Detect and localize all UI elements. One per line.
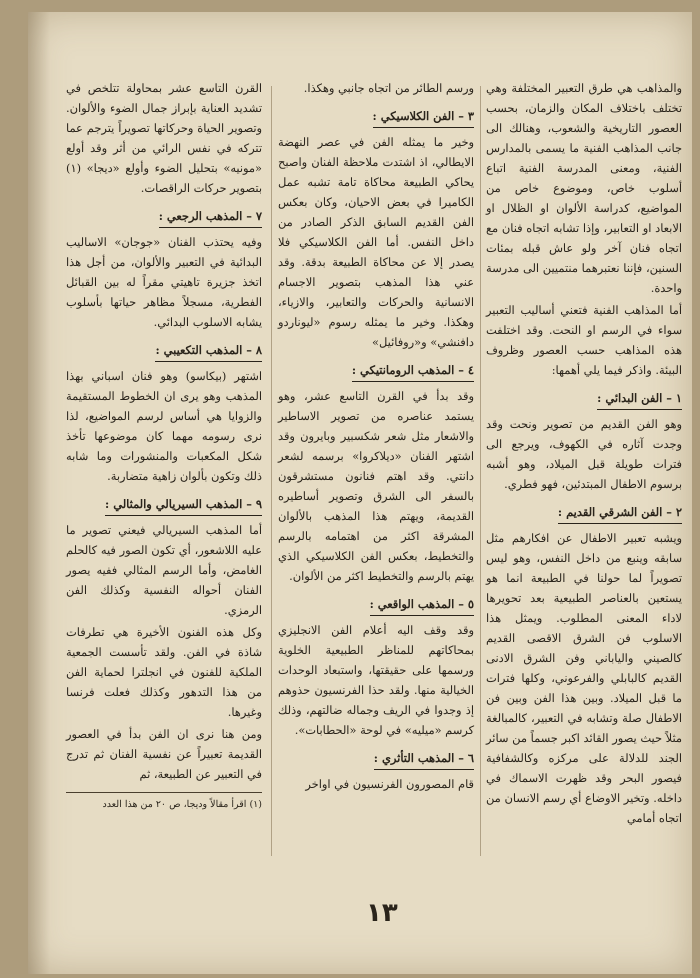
paragraph: وخير ما يمثله الفن في عصر النهضة الايطالي، اذ اشتدت ملاحظة الفنان واصبح يحاكي الطبيعة محاكاة تامة تشبه عمل الكاميرا في بعض الاحيان، وكان بعكس الفن القديم السابق الذكر الصادر من داخل النفس. أما الفن الكلاسيكي فلا يصدر إلا عن محاكاة الطبيعة بدقة. وقد عني هذا المذهب بتصوير الاجسام الانسانية والحركات والتعابير، والازياء، وهكذا. وخير ما يمثله رسوم «ليوناردو دافنشي» و«روفائيل»: [278, 135, 474, 349]
right-column: [486, 78, 682, 830]
section-heading: ٢ – الفن الشرقي القديم :: [558, 502, 682, 524]
section-heading: ١ – الفن البدائي :: [597, 388, 682, 410]
section-heading: ٤ – المذهب الرومانتيكي :: [352, 360, 474, 382]
paragraph: اشتهر (بيكاسو) وهو فنان اسباني بهذا المذهب وهو يرى ان الخطوط المستقيمة والزوايا هي أساس لرسم المواضيع، لذا نرى رسومه مهما كان موضوعها تأخذ شكل المكعبات والمنشورات وما شابه ذلك وتكون بألوان زاهية متضاربة.: [66, 369, 262, 483]
middle-column: [278, 78, 474, 796]
paragraph: وفيه يحتذب الفنان «جوجان» الاساليب البدائية في التعبير والألوان، من أجل هذا اتخذ جزيرة تاهيتي مقراً له بين القبائل الفطرية، مسجلاً مظاهر حياتها بأسلوب يشابه الاسلوب البدائي.: [66, 235, 262, 329]
paragraph: قام المصورون الفرنسيون في اواخر: [305, 777, 474, 791]
section-heading: ٧ – المذهب الرجعي :: [159, 206, 262, 228]
section-heading: ٣ – الفن الكلاسيكي :: [373, 106, 474, 128]
column-divider: [480, 86, 481, 856]
paragraph: ويشبه تعبير الاطفال عن افكارهم مثل سابقه وينبع من داخل النفس، وهو ليس تصويراً لما حولنا في الطبيعة انما هو يستعين بالعناصر الطبيعية بعد تحويرها لاداء المعنى المطلوب. ويمثل هذا الاسلوب فن الشرق الاقصى القديم كالصيني والياباني وفن الشرق الادنى القديم كالبابلي والفرعوني، وكلها فترات ما قبل الميلاد. وبين هذا الفن وبين فن الاطفال صلة وتشابه في التعبير، كالمبالغة مثلاً حيث يصور القائد اكبر جسماً من سائر الجند للدلالة على مركزه وكالشفافية فيصور البحر وقد ظهرت الاسماك في داخله. وتخير الاوضاع أي رسم الانسان من اتجاه أمامي: [486, 531, 682, 825]
magazine-page: [28, 12, 692, 974]
paragraph: وقد بدأ في القرن التاسع عشر، وهو يستمد عناصره من تصوير الاساطير والاشعار مثل شعر شكسبير وبايرون وقد اشتهر الفنان «ديلاكروا» برسمه لشعر دانتي. وقد اهتم فنانون مستشرقون بالسفر الى الشرق وتصوير أساطيره القديمة، ويهتم هذا المذهب بالألوان المشرقة اكثر من اهتمامه بالرسم والتخطيط، بعكس الفن الكلاسيكي الذي يهتم بالرسم والتخطيط اكثر من الألوان.: [278, 389, 474, 583]
page-number: ١٣: [366, 898, 398, 928]
section-heading: ٥ – المذهب الواقعي :: [370, 594, 474, 616]
paragraph: ورسم الطائر من اتجاه جانبي وهكذا.: [303, 81, 474, 95]
footnote: (١) اقرأ مقالاً وديجا، ص ٢٠ من هذا العدد: [102, 799, 262, 810]
paragraph: أما المذهب السيريالي فيعني تصوير ما عليه اللاشعور، أي تكون الصور فيه كالحلم الغامض، وأما الرسم المثالي ففيه يصور الفنان أحواله النفسية وكذلك الفن الرمزي.: [66, 523, 262, 617]
paragraph: وكل هذه الفنون الأخيرة هي تطرفات شاذة في الفن. ولقد تأسست الجمعية الملكية للفنون في انجلترا لحماية الفن من هذا التدهور وكذلك فعلت فرنسا وغيرها.: [66, 625, 262, 719]
paragraph: وهو الفن القديم من تصوير ونحت وقد وجدت آثاره في الكهوف، ويرجع الى فترات طويلة قبل الميلاد، وهو أشبه برسوم الاطفال المبتدئين، فهو فطري.: [486, 417, 682, 491]
paragraph: والمذاهب هي طرق التعبير المختلفة وهي تختلف باختلاف المكان والزمان، بحسب العصور التاريخية والشعوب، وهنالك الى جانب المذاهب الفنية ما يسمى بالمدارس الفنية، ومعنى المدرسة الفنية اتباع أسلوب خاص، وموضوع خاص من المواضيع، كدراسة الألوان او الظلال او الابعاد او التعابير، وإذا تشابه اتجاه فنان مع اتجاه فنان آخر ولو عاش قبله بمئات السنين، فإننا نعتبرهما منتميين الى مدرسة واحدة.: [486, 81, 682, 295]
section-heading: ٨ – المذهب التكعيبي :: [155, 340, 262, 362]
paragraph: وقد وقف اليه أعلام الفن الانجليزي بمحاكاتهم للمناظر الطبيعية الخلوية ورسمها على حقيقتها، واستبعاد الوحدات الخيالية منها. ولقد حذا الفرنسيون حذوهم إذ وجدوا في الريف وجماله ضالتهم، وذلك كرسم «ميليه» في لوحة «الحطابات».: [278, 623, 474, 737]
binding-shadow: [28, 12, 50, 974]
column-divider: [271, 86, 272, 856]
paragraph: ومن هنا نرى ان الفن بدأ في العصور القديمة تعبيراً عن نفسية الفنان ثم تدرج في التعبير عن الطبيعة، ثم: [66, 727, 262, 781]
footnote-divider: [66, 792, 262, 793]
section-heading: ٩ – المذهب السيريالي والمثالي :: [105, 494, 262, 516]
paragraph: القرن التاسع عشر بمحاولة تتلخص في تشديد العناية بإبراز جمال الضوء والألوان. وتصوير الحياة وحركاتها تصويراً يترجم عما تتركه في نفس الرائي من أثر وقد أولع «مونيه» بتحليل الضوء وأولع «ديجا» (١) بتصوير حركات الراقصات.: [66, 81, 262, 195]
paragraph: أما المذاهب الفنية فتعني أساليب التعبير سواء في الرسم او النحت. وقد اختلفت هذه المذاهب حسب العصور وظروف البيئة. واذكر فيما يلي أهمها:: [486, 303, 682, 377]
left-column: [66, 78, 262, 815]
section-heading: ٦ – المذهب التأثري :: [374, 748, 474, 770]
